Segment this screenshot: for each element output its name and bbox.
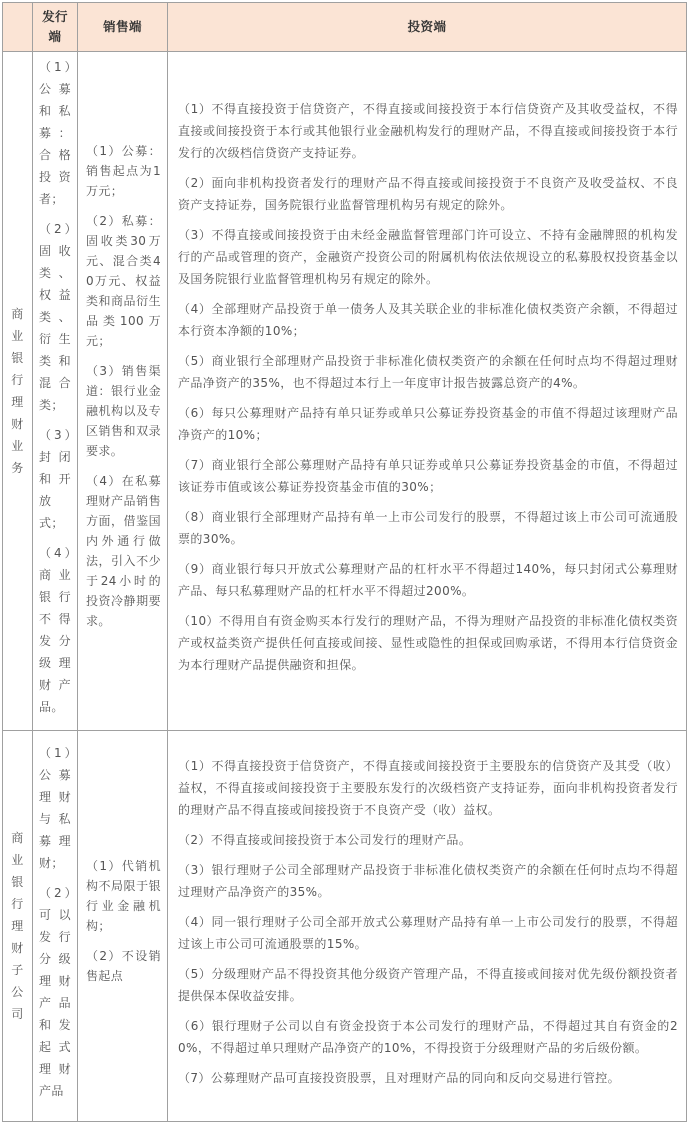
invest-item: （1）不得直接投资于信贷资产，不得直接或间接投资于主要股东的信贷资产及其受（收）益权，不得直接或间接投资于主要股东发行的次级档资产支持证券，面向非机构投资者发行的理财产品不得直接或间接投资于不良资产受（收）益权。 bbox=[178, 759, 678, 817]
invest-item: （2）不得直接或间接投资于本公司发行的理财产品。 bbox=[178, 833, 472, 847]
header-sales: 销售端 bbox=[78, 3, 168, 52]
sales-item: （1）公募：销售起点为1万元； bbox=[86, 144, 161, 198]
sales-item: （3）销售渠道：银行业金融机构以及专区销售和双录要求。 bbox=[86, 364, 161, 458]
sales-item: （1）代销机构不局限于银行业金融机构； bbox=[86, 859, 161, 933]
invest-item: （4）同一银行理财子公司全部开放式公募理财产品持有单一上市公司发行的股票，不得超过该上市公司可流通股票的15%。 bbox=[178, 915, 678, 951]
issuer-item: （4）商业银行不得发分级理财产品。 bbox=[39, 546, 71, 714]
issuer-cell bbox=[33, 52, 78, 731]
invest-cell bbox=[168, 52, 687, 731]
issuer-item: （2）固收类、权益类、衍生类和混合类； bbox=[39, 222, 71, 412]
invest-item: （5）商业银行全部理财产品投资于非标准化债权类资产的余额在任何时点均不得超过理财产品净资产的35%，也不得超过本行上一年度审计报告披露总资产的4%。 bbox=[178, 354, 678, 390]
regulation-comparison-table bbox=[2, 2, 687, 1122]
invest-item: （10）不得用自有资金购买本行发行的理财产品，不得为理财产品投资的非标准化债权类资产或权益类资产提供任何直接或间接、显性或隐性的担保或回购承诺，不得用本行信贷资金为本行理财产品提供融资和担保。 bbox=[178, 614, 678, 672]
issuer-item: （3）封闭和开放式； bbox=[39, 428, 71, 530]
invest-item: （2）面向非机构投资者发行的理财产品不得直接或间接投资于不良资产及收受益权、不良资产支持证券，国务院银行业监督管理机构另有规定的除外。 bbox=[178, 176, 678, 212]
issuer-item: （2）可以发行分级理财产品和发起式理财产品 bbox=[39, 886, 71, 1098]
category-cell: 商业银行理财子公司 bbox=[3, 731, 33, 1122]
invest-item: （7）商业银行全部公募理财产品持有单只证券或单只公募证券投资基金的市值，不得超过该证券市值或该公募证券投资基金市值的30%； bbox=[178, 458, 678, 494]
table-row-bank-wealth bbox=[3, 52, 687, 731]
invest-item: （3）不得直接或间接投资于由未经金融监督管理部门许可设立、不持有金融牌照的机构发行的产品或管理的资产，金融资产投资公司的附属机构依法依规设立的私募股权投资基金以及国务院银行业监督管理机构另有规定的除外。 bbox=[178, 228, 678, 286]
sales-cell bbox=[78, 52, 168, 731]
table-row-wealth-subsidiary bbox=[3, 731, 687, 1122]
issuer-cell bbox=[33, 731, 78, 1122]
header-invest: 投资端 bbox=[168, 3, 687, 52]
issuer-item: （1）公募理财与私募理财； bbox=[39, 746, 71, 870]
table-header-row bbox=[3, 3, 687, 52]
invest-item: （9）商业银行每只开放式公募理财产品的杠杆水平不得超过140%，每只封闭式公募理财产品、每只私募理财产品的杠杆水平不得超过200%。 bbox=[178, 562, 678, 598]
invest-item: （8）商业银行全部理财产品持有单一上市公司发行的股票，不得超过该上市公司可流通股票的30%。 bbox=[178, 510, 678, 546]
invest-item: （7）公募理财产品可直接投资股票，且对理财产品的同向和反向交易进行管控。 bbox=[178, 1071, 621, 1085]
header-category bbox=[3, 3, 33, 52]
invest-item: （3）银行理财子公司全部理财产品投资于非标准化债权类资产的余额在任何时点均不得超过理财产品净资产的35%。 bbox=[178, 863, 678, 899]
header-issuer: 发行端 bbox=[33, 3, 78, 52]
invest-item: （5）分级理财产品不得投资其他分级资产管理产品，不得直接或间接对优先级份额投资者提供保本保收益安排。 bbox=[178, 967, 678, 1003]
sales-item: （2）不设销售起点 bbox=[86, 949, 161, 983]
invest-item: （1）不得直接投资于信贷资产，不得直接或间接投资于本行信贷资产及其收受益权，不得直接或间接投资于本行或其他银行业金融机构发行的理财产品，不得直接或间接投资于本行发行的次级档信贷资产支持证券。 bbox=[178, 102, 678, 160]
sales-cell bbox=[78, 731, 168, 1122]
invest-item: （4）全部理财产品投资于单一债务人及其关联企业的非标准化债权类资产余额，不得超过本行资本净额的10%； bbox=[178, 302, 678, 338]
category-cell: 商业银行理财业务 bbox=[3, 52, 33, 731]
issuer-item: （1）公募和私募：合格投资者； bbox=[39, 60, 71, 206]
invest-cell bbox=[168, 731, 687, 1122]
sales-item: （4）在私募理财产品销售方面，借鉴国内外通行做法，引入不少于24小时的投资冷静期要求。 bbox=[86, 474, 161, 628]
invest-item: （6）每只公募理财产品持有单只证券或单只公募证券投资基金的市值不得超过该理财产品净资产的10%； bbox=[178, 406, 678, 442]
invest-item: （6）银行理财子公司以自有资金投资于本公司发行的理财产品，不得超过其自有资金的20%，不得超过单只理财产品净资产的10%，不得投资于分级理财产品的劣后级份额。 bbox=[178, 1019, 678, 1055]
sales-item: （2）私募：固收类30万元、混合类40万元、权益类和商品衍生品类100万元； bbox=[86, 214, 161, 348]
